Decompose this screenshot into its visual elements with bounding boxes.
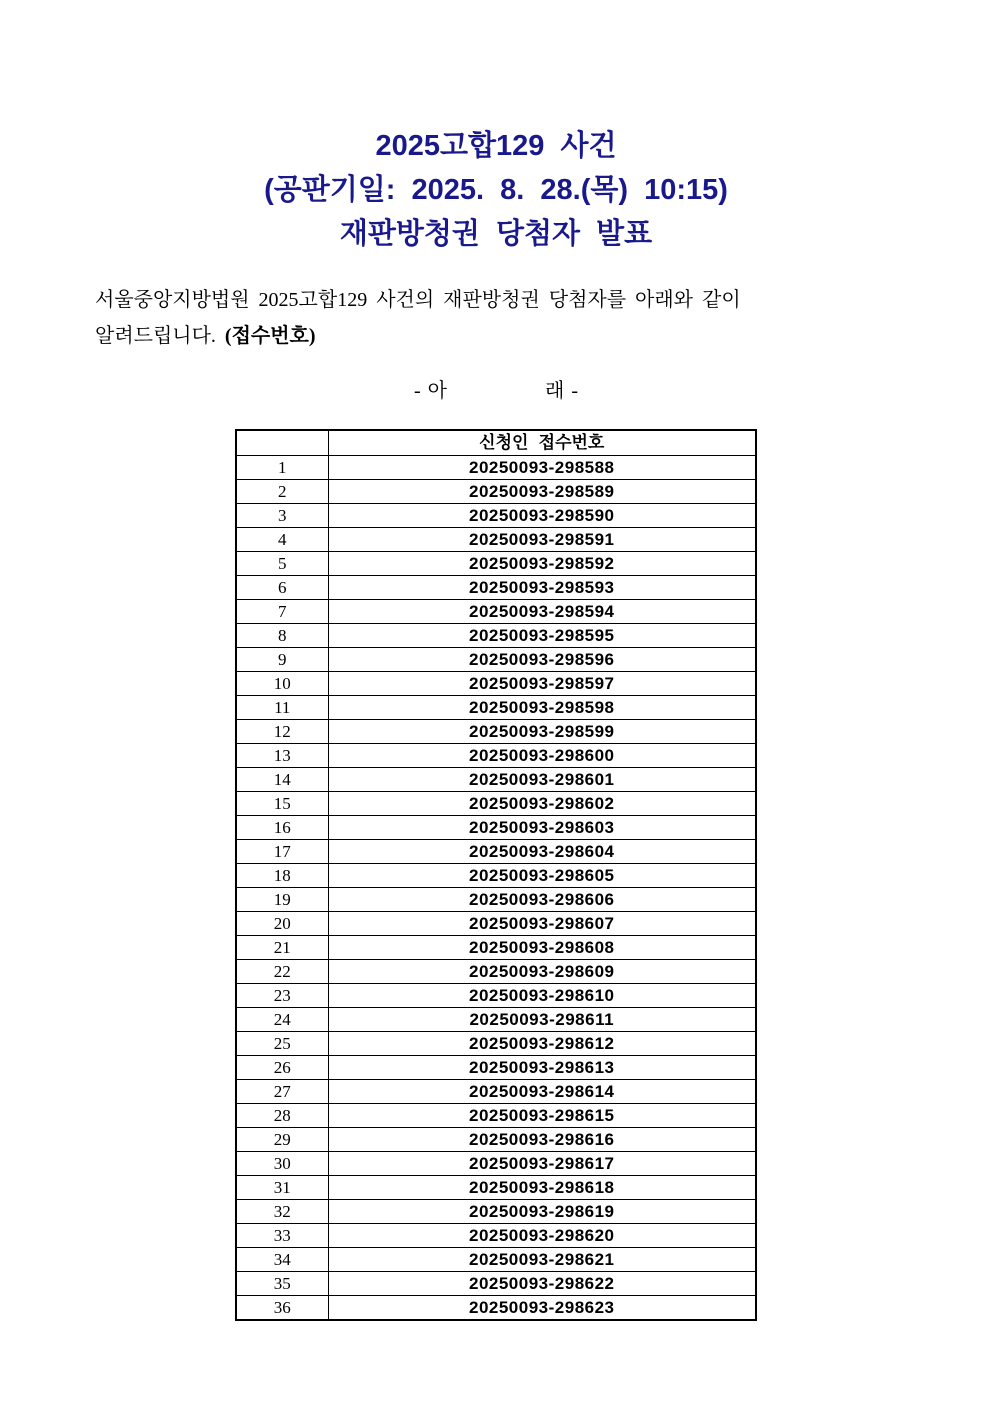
row-number-cell: 26 bbox=[236, 1056, 328, 1080]
receipt-number-cell: 20250093-298619 bbox=[328, 1200, 756, 1224]
row-number-cell: 32 bbox=[236, 1200, 328, 1224]
row-number-cell: 24 bbox=[236, 1008, 328, 1032]
row-number-cell: 28 bbox=[236, 1104, 328, 1128]
row-number-cell: 18 bbox=[236, 864, 328, 888]
receipt-number-cell: 20250093-298612 bbox=[328, 1032, 756, 1056]
table-row bbox=[236, 1152, 756, 1176]
receipt-number-cell: 20250093-298620 bbox=[328, 1224, 756, 1248]
receipt-number-cell: 20250093-298614 bbox=[328, 1080, 756, 1104]
row-number-cell: 11 bbox=[236, 696, 328, 720]
document-title bbox=[0, 0, 992, 256]
table-row bbox=[236, 1104, 756, 1128]
table-row bbox=[236, 1176, 756, 1200]
receipt-number-cell: 20250093-298607 bbox=[328, 912, 756, 936]
receipt-number-cell: 20250093-298608 bbox=[328, 936, 756, 960]
receipt-number-cell: 20250093-298589 bbox=[328, 480, 756, 504]
table-row bbox=[236, 1128, 756, 1152]
receipt-number-cell: 20250093-298622 bbox=[328, 1272, 756, 1296]
row-number-cell: 12 bbox=[236, 720, 328, 744]
table-row bbox=[236, 936, 756, 960]
receipt-number-cell: 20250093-298609 bbox=[328, 960, 756, 984]
row-number-cell: 21 bbox=[236, 936, 328, 960]
table-row bbox=[236, 840, 756, 864]
table-row bbox=[236, 792, 756, 816]
intro-line-1: 서울중앙지방법원 2025고합129 사건의 재판방청권 당첨자를 아래와 같이 bbox=[95, 289, 741, 311]
winners-table bbox=[235, 429, 757, 1321]
receipt-number-cell: 20250093-298611 bbox=[328, 1008, 756, 1032]
receipt-number-cell: 20250093-298618 bbox=[328, 1176, 756, 1200]
row-number-cell: 15 bbox=[236, 792, 328, 816]
below-divider-label: - 아 래 - bbox=[414, 380, 578, 402]
table-row bbox=[236, 744, 756, 768]
table-row bbox=[236, 768, 756, 792]
table-row bbox=[236, 1080, 756, 1104]
receipt-number-cell: 20250093-298613 bbox=[328, 1056, 756, 1080]
table-row bbox=[236, 720, 756, 744]
row-number-cell: 27 bbox=[236, 1080, 328, 1104]
table-header-row bbox=[236, 430, 756, 456]
table-row bbox=[236, 504, 756, 528]
row-number-cell: 35 bbox=[236, 1272, 328, 1296]
receipt-number-cell: 20250093-298606 bbox=[328, 888, 756, 912]
table-row bbox=[236, 864, 756, 888]
receipt-number-cell: 20250093-298610 bbox=[328, 984, 756, 1008]
table-row bbox=[236, 456, 756, 480]
receipt-number-cell: 20250093-298597 bbox=[328, 672, 756, 696]
receipt-number-cell: 20250093-298594 bbox=[328, 600, 756, 624]
receipt-number-cell: 20250093-298599 bbox=[328, 720, 756, 744]
table-row bbox=[236, 576, 756, 600]
table-row bbox=[236, 1272, 756, 1296]
receipt-number-cell: 20250093-298592 bbox=[328, 552, 756, 576]
row-number-cell: 31 bbox=[236, 1176, 328, 1200]
title-line-case: 2025고합129 사건 bbox=[375, 130, 617, 162]
table-row bbox=[236, 1056, 756, 1080]
row-number-cell: 23 bbox=[236, 984, 328, 1008]
row-number-cell: 5 bbox=[236, 552, 328, 576]
row-number-cell: 22 bbox=[236, 960, 328, 984]
receipt-number-cell: 20250093-298595 bbox=[328, 624, 756, 648]
receipt-number-cell: 20250093-298588 bbox=[328, 456, 756, 480]
receipt-number-cell: 20250093-298615 bbox=[328, 1104, 756, 1128]
table-row bbox=[236, 672, 756, 696]
row-number-cell: 10 bbox=[236, 672, 328, 696]
table-row bbox=[236, 960, 756, 984]
receipt-number-cell: 20250093-298604 bbox=[328, 840, 756, 864]
title-line-trial-date: (공판기일: 2025. 8. 28.(목) 10:15) bbox=[264, 174, 728, 206]
table-row bbox=[236, 1248, 756, 1272]
table-row bbox=[236, 600, 756, 624]
receipt-number-cell: 20250093-298596 bbox=[328, 648, 756, 672]
table-row bbox=[236, 624, 756, 648]
row-number-cell: 30 bbox=[236, 1152, 328, 1176]
table-row bbox=[236, 1008, 756, 1032]
header-empty-cell bbox=[236, 430, 328, 456]
row-number-cell: 36 bbox=[236, 1296, 328, 1321]
table-row bbox=[236, 888, 756, 912]
receipt-number-cell: 20250093-298591 bbox=[328, 528, 756, 552]
intro-line-2: 알려드립니다. bbox=[95, 325, 225, 347]
title-line-announcement: 재판방청권 당첨자 발표 bbox=[339, 218, 653, 250]
table-row bbox=[236, 696, 756, 720]
table-row bbox=[236, 1200, 756, 1224]
table-row bbox=[236, 984, 756, 1008]
header-receipt-cell: 신청인 접수번호 bbox=[328, 430, 756, 456]
row-number-cell: 2 bbox=[236, 480, 328, 504]
row-number-cell: 33 bbox=[236, 1224, 328, 1248]
row-number-cell: 20 bbox=[236, 912, 328, 936]
table-row bbox=[236, 1224, 756, 1248]
receipt-number-cell: 20250093-298601 bbox=[328, 768, 756, 792]
receipt-number-cell: 20250093-298617 bbox=[328, 1152, 756, 1176]
table-row bbox=[236, 1296, 756, 1321]
table-row bbox=[236, 552, 756, 576]
row-number-cell: 7 bbox=[236, 600, 328, 624]
row-number-cell: 4 bbox=[236, 528, 328, 552]
receipt-number-cell: 20250093-298621 bbox=[328, 1248, 756, 1272]
row-number-cell: 13 bbox=[236, 744, 328, 768]
row-number-cell: 8 bbox=[236, 624, 328, 648]
row-number-cell: 17 bbox=[236, 840, 328, 864]
receipt-number-cell: 20250093-298590 bbox=[328, 504, 756, 528]
receipt-number-cell: 20250093-298593 bbox=[328, 576, 756, 600]
row-number-cell: 29 bbox=[236, 1128, 328, 1152]
receipt-number-cell: 20250093-298603 bbox=[328, 816, 756, 840]
row-number-cell: 34 bbox=[236, 1248, 328, 1272]
receipt-number-cell: 20250093-298623 bbox=[328, 1296, 756, 1321]
receipt-number-cell: 20250093-298600 bbox=[328, 744, 756, 768]
receipt-number-cell: 20250093-298602 bbox=[328, 792, 756, 816]
table-row bbox=[236, 528, 756, 552]
table-row bbox=[236, 816, 756, 840]
row-number-cell: 9 bbox=[236, 648, 328, 672]
receipt-number-cell: 20250093-298616 bbox=[328, 1128, 756, 1152]
row-number-cell: 14 bbox=[236, 768, 328, 792]
row-number-cell: 3 bbox=[236, 504, 328, 528]
row-number-cell: 16 bbox=[236, 816, 328, 840]
table-row bbox=[236, 480, 756, 504]
receipt-number-label: (접수번호) bbox=[224, 325, 316, 347]
table-body bbox=[236, 456, 756, 1321]
receipt-number-cell: 20250093-298598 bbox=[328, 696, 756, 720]
row-number-cell: 6 bbox=[236, 576, 328, 600]
intro-paragraph bbox=[95, 282, 851, 354]
row-number-cell: 25 bbox=[236, 1032, 328, 1056]
table-row bbox=[236, 1032, 756, 1056]
row-number-cell: 1 bbox=[236, 456, 328, 480]
row-number-cell: 19 bbox=[236, 888, 328, 912]
table-row bbox=[236, 648, 756, 672]
receipt-number-cell: 20250093-298605 bbox=[328, 864, 756, 888]
table-row bbox=[236, 912, 756, 936]
